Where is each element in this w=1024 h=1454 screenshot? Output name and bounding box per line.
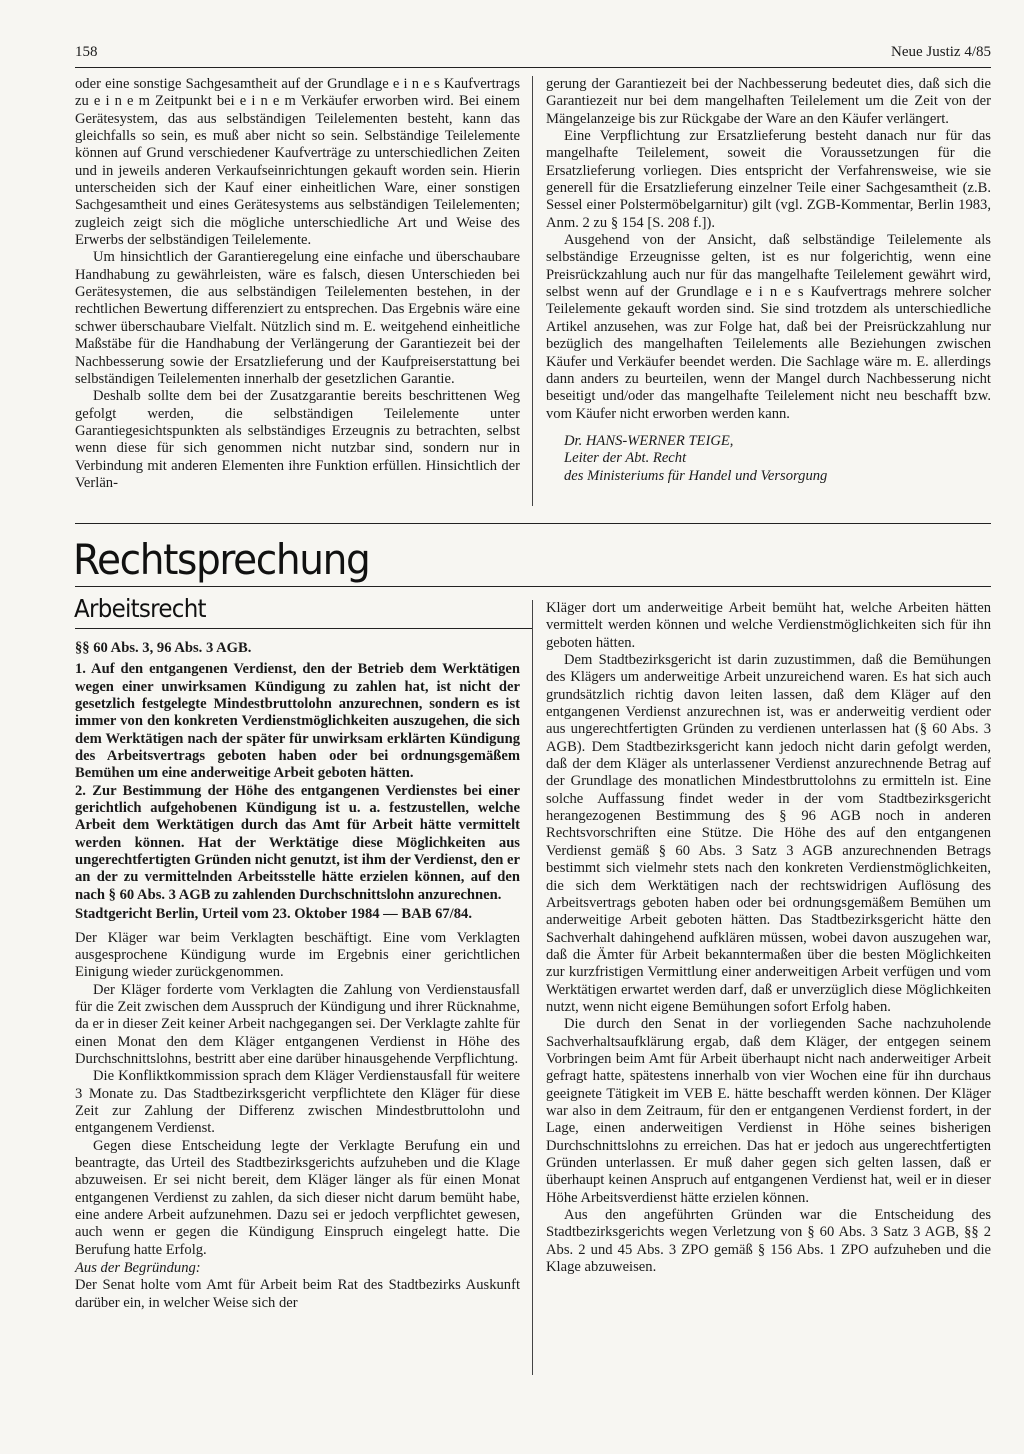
author-organisation: des Ministeriums für Handel und Versorgung [564, 467, 828, 484]
headnote-2: 2. Zur Bestimmung der Höhe des entgangenen Verdienstes bei einer gerichtlich aufgehobenen Kündigung ist u. a. festzustellen, welche Arbeit dem Werktätigen durch das Amt für Arbeit hätte vermittelt werden können. Hat der Werktätige diese Möglichkeiten aus ungerechtfertigten Gründen nicht genutzt, ist ihm der Verdienst, den er an der zu vermittelnden Arbeitsstelle hätte erzielen können, auf den nach § 60 Abs. 3 AGB zu zahlenden Durchschnittslohn anzurechnen. [75, 782, 520, 903]
page-header [75, 44, 991, 66]
header-rule [75, 67, 991, 68]
column-divider [532, 76, 533, 506]
begruendung-label: Aus der Begründung: [75, 1260, 201, 1277]
paragraph: Ausgehend von der Ansicht, daß selbständige Teilelemente als selbständige Erzeugnisse gelten, ist es nur folgerichtig, wenn eine Preisrückzahlung auch nur für das mangelhafte Teilelement gewährt wird, selbst wenn auf der Grundlage e i n e s Kaufvertrags mehrere solcher Teilelemente gekauft worden sind. Sie sind trotzdem als unterschiedliche Artikel anzusehen, was zur Folge hat, daß bei der Preisrückzahlung nur bezüglich des mangelhaften Teilelements alle Beziehungen zwischen Käufer und Verkäufer beendet werden. Die Sachlage wäre m. E. allerdings dann anders zu beurteilen, wenn der Mangel durch Nachbesserung nicht beseitigt und/oder das mangelhafte Teilelement nicht neu beschafft bzw. vom Käufer nicht erworben werden kann. [546, 232, 991, 422]
section-title-rule [75, 586, 991, 587]
decision-left-column [75, 640, 520, 1312]
article-right-column [546, 76, 991, 485]
decision-right-column [546, 600, 991, 1276]
court-citation: Stadtgericht Berlin, Urteil vom 23. Oktober 1984 — BAB 67/84. [75, 906, 472, 923]
paragraph: Dem Stadtbezirksgericht ist darin zuzustimmen, daß die Bemühungen des Klägers um anderweitige Arbeit unzureichend waren. Es hat sich auch grundsätzlich richtig davon leiten lassen, daß dem Kläger auf den entgangenen Verdienst anzurechnen ist, was er anderweitig verdient oder aus ungerechtfertigten Gründen zu verdienen unterlassen hat (§ 60 Abs. 3 AGB). Dem Stadtbezirksgericht kann jedoch nicht darin gefolgt werden, daß der dem Kläger als unterlassener Verdienst anzurechnende Betrag auf der Grundlage des monatlichen Mindestbruttolohns zu ermitteln ist. Eine solche Auffassung findet weder in der vom Stadtbezirksgericht herangezogenen Bestimmung des § 96 AGB noch in anderen Rechtsvorschriften eine Stütze. Die Höhe des auf den entgangenen Verdienst gemäß § 60 Abs. 3 Satz 3 AGB anzurechnenden Betrags bestimmt sich vielmehr stets nach den konkreten Verdienstmöglichkeiten, die sich dem Werktätigen nach der rechtswidrigen Auflösung des Arbeitsvertrags geboten haben oder bei ordnungsgemäßem Bemühen um anderweitige Arbeit geboten hätten. Das Stadtbezirksgericht hätte den Sachverhalt dahingehend aufklären müssen, wobei davon auszugehen war, daß die Ämter für Arbeit bekanntermaßen über die besten Möglichkeiten zur kurzfristigen Vermittlung einer anderweitigen Arbeit verfügen und vom Werktätigen erwartet werden darf, daß er unverzüglich diese Möglichkeiten nutzt, wenn nicht eigene Bemühungen sofort Erfolg haben. [546, 652, 991, 1015]
paragraph: oder eine sonstige Sachgesamtheit auf der Grundlage e i n e s Kaufvertrags zu e i n e m Zeitpunkt bei e i n e m Verkäufer erworben wird. Bei einem Gerätesystem, das aus selbständigen Teilelementen besteht, kann das gleichfalls so sein, es muß aber nicht so sein. Selbständige Teilelemente können auf Grund verschiedener Kaufverträge zu unterschiedlichen Zeiten und in jeweils anderen Verkaufseinrichtungen gekauft worden sein. Hierin unterscheiden sich der Kauf einer einheitlichen Ware, einer sonstigen Sachgesamtheit und eines Gerätesystems aus selbständigen Teilelementen; zugleich zeigt sich die mögliche unterschiedliche Art und Weise des Erwerbs der selbständigen Teilelemente. [75, 76, 520, 249]
paragraph: Eine Verpflichtung zur Ersatzlieferung besteht danach nur für das mangelhafte Teilelement, soweit die Voraussetzungen für die Ersatzlieferung vorliegen. Dies entspricht der Verfahrensweise, wie sie generell für die Ersatzlieferung einzelner Teile einer Sachgesamtheit (z.B. Sessel einer Polstermöbelgarnitur) gilt (vgl. ZGB-Kommentar, Berlin 1983, Anm. 2 zu § 154 [S. 208 f.]). [546, 128, 991, 231]
paragraph: Deshalb sollte dem bei der Zusatzgarantie bereits beschrittenen Weg gefolgt werden, die selbständigen Teilelemente unter Garantiegesichtspunkten als selbständiges Erzeugnis zu betrachten, selbst wenn diese für sich genommen nicht nutzbar sind, sondern nur in Verbindung mit anderen Elementen ihre Funktion erfüllen. Hinsichtlich der Verlän- [75, 388, 520, 491]
headnote-1: 1. Auf den entgangenen Verdienst, den der Betrieb dem Werktätigen wegen einer unwirksamen Kündigung zu zahlen hat, ist nicht der gesetzlich festgelegte Mindestbruttolohn anzurechnen, sondern es ist immer von den konkreten Verdienstmöglichkeiten auszugehen, die sich dem Werktätigen nach der später für unwirksam erklärten Kündigung des Arbeitsvertrags geboten haben oder bei ordnungsgemäßem Bemühen um eine anderweitige Arbeit geboten hätten. [75, 661, 520, 782]
paragraph: gerung der Garantiezeit bei der Nachbesserung bedeutet dies, daß sich die Garantiezeit nur bei dem mangelhaften Teilelement um die Zeit von der Mängelanzeige bis zur Rückgabe der Ware an den Käufer verlängert. [546, 76, 991, 127]
section-title: Rechtsprechung [73, 535, 370, 584]
author-signature [546, 433, 991, 485]
paragraph: Die durch den Senat in der vorliegenden Sache nachzuholende Sachverhaltsaufklärung ergab, daß dem Kläger, der entgegen seinem Vorbringen beim Amt für Arbeit überhaupt nicht nach anderweitiger Arbeit gefragt hatte, spätestens innerhalb von vier Wochen eine für ihn durchaus geeignete Tätigkeit im VEB E. hätte beschafft werden können. Der Kläger war also in dem Zeitraum, für den er entgangenen Verdienst fordert, in der Lage, einen anderweitigen Verdienst in Höhe seines bisherigen Durchschnittslohns zu erreichen. Das hat er jedoch aus ungerechtfertigten Gründen unterlassen. Er muß daher gegen sich gelten lassen, daß er überhaupt keinen Anspruch auf entgangenen Verdienst hat, weil er in dieser Höhe Arbeitsverdienst hätte erzielen können. [546, 1016, 991, 1206]
paragraph: Aus den angeführten Gründen war die Entscheidung des Stadtbezirksgerichts wegen Verletzung von § 60 Abs. 3 Satz 3 AGB, §§ 2 Abs. 2 und 45 Abs. 3 ZPO gemäß § 156 Abs. 1 ZPO aufzuheben und die Klage abzuweisen. [546, 1207, 991, 1276]
section-rule [75, 523, 991, 524]
journal-issue: Neue Justiz 4/85 [891, 44, 991, 60]
column-divider [532, 600, 533, 1375]
subsection-rule [75, 628, 532, 629]
paragraph: Um hinsichtlich der Garantieregelung eine einfache und überschaubare Handhabung zu gewährleisten, wäre es falsch, diesen Unterschieden bei Gerätesystemen, die aus selbständigen Teilelementen bestehen, in der rechtlichen Bewertung differenziert zu entsprechen. Das Ergebnis wäre eine schwer überschaubare Vielfalt. Nützlich sind m. E. weitgehend einheitliche Maßstäbe für die Handhabung der Verlängerung der Garantiezeit bei der Nachbesserung sowie der Ersatzlieferung und der Kaufpreiserstattung bei selbständigen Teilelementen innerhalb der gesetzlichen Garantie. [75, 249, 520, 387]
paragraph: Die Konfliktkommission sprach dem Kläger Verdienstausfall für weitere 3 Monate zu. Das Stadtbezirksgericht verpflichtete den Kläger für diese Zeit zur Zahlung der Differenz zwischen Mindestbruttolohn und entgangenem Verdienst. [75, 1068, 520, 1137]
paragraph: Der Kläger war beim Verklagten beschäftigt. Eine vom Verklagten ausgesprochene Kündigung wurde im Ergebnis einer gerichtlichen Einigung wieder zurückgenommen. [75, 929, 520, 981]
statute-reference: §§ 60 Abs. 3, 96 Abs. 3 AGB. [75, 640, 252, 656]
paragraph: Der Senat holte vom Amt für Arbeit beim Rat des Stadtbezirks Auskunft darüber ein, in welcher Weise sich der [75, 1277, 520, 1311]
paragraph: Der Kläger forderte vom Verklagten die Zahlung von Verdienstausfall für die Zeit zwischen dem Ausspruch der Kündigung und ihrer Rücknahme, da er in dieser Zeit keiner Arbeit nachgegangen sei. Der Verklagte zahlte für einen Monat den dem Kläger entgangenen Verdienst in Höhe des Durchschnittslohns, bestritt aber eine darüber hinausgehende Verpflichtung. [75, 981, 520, 1067]
article-left-column [75, 76, 520, 492]
author-name: Dr. HANS-WERNER TEIGE, [564, 432, 734, 449]
page-number: 158 [75, 44, 98, 60]
subsection-title: Arbeitsrecht [74, 594, 206, 623]
paragraph: Gegen diese Entscheidung legte der Verklagte Berufung ein und beantragte, das Urteil des Stadtbezirksgerichts aufzuheben und die Klage abzuweisen. Er sei nicht bereit, dem Kläger länger als für einen Monat entgangenen Verdienst zu zahlen, da sich dieser nicht darum bemüht habe, eine andere Arbeit aufzunehmen. Dazu sei er jedoch verpflichtet gewesen, auch wenn er gegen die Kündigung Einspruch eingelegt hatte. Die Berufung hatte Erfolg. [75, 1137, 520, 1258]
author-role: Leiter der Abt. Recht [564, 450, 687, 467]
paragraph: Kläger dort um anderweitige Arbeit bemüht hat, welche Arbeiten hätten vermittelt werden können und welche Verdienstmöglichkeiten sich für ihn geboten hätten. [546, 600, 991, 651]
